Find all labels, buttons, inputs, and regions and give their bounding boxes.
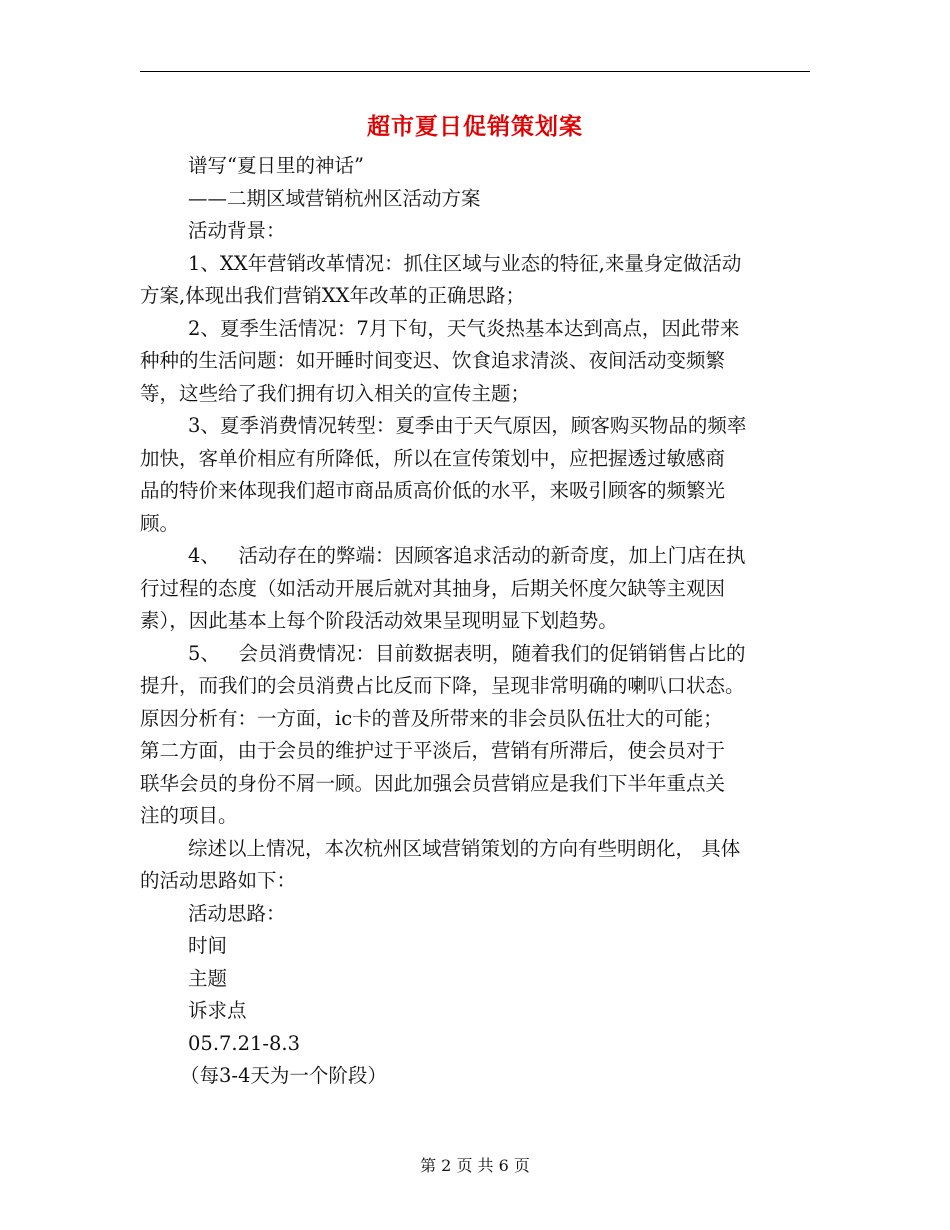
paragraph-line: 1、XX年营销改革情况：抓住区域与业态的特征,来量身定做活动 [188, 251, 742, 275]
paragraph-line: 活动背景： [188, 219, 286, 242]
paragraph-line: 等，这些给了我们拥有切入相关的宣传主题； [140, 381, 531, 405]
paragraph-line: 综述以上情况，本次杭州区域营销策划的方向有些明朗化， 具体 [188, 836, 741, 860]
paragraph-line: 行过程的态度（如活动开展后就对其抽身，后期关怀度欠缺等主观因 [140, 576, 726, 600]
paragraph-line: 提升，而我们的会员消费占比反而下降，呈现非常明确的喇叭口状态。 [140, 674, 745, 697]
paragraph-line: 顾。 [140, 511, 180, 535]
paragraph-line: 主题 [188, 966, 228, 990]
paragraph-line: 5、 会员消费情况：目前数据表明，随着我们的促销销售占比的 [188, 641, 746, 665]
document-title: 超市夏日促销策划案 [367, 113, 583, 140]
paragraph-line: 时间 [188, 934, 228, 957]
paragraph-line: 诉求点 [188, 999, 247, 1022]
paragraph-line: 品的特价来体现我们超市商品质高价低的水平，来吸引顾客的频繁光 [140, 479, 726, 502]
paragraph-line: 素），因此基本上每个阶段活动效果呈现明显下划趋势。 [140, 609, 618, 632]
paragraph-line: 4、 活动存在的弊端：因顾客追求活动的新奇度，加上门店在执 [188, 544, 746, 567]
paragraph-line: 第二方面，由于会员的维护过于平淡后，营销有所滞后，使会员对于 [140, 739, 726, 762]
paragraph-line: （每3-4天为一个阶段） [180, 1064, 387, 1087]
paragraph-line: 方案,体现出我们营销XX年改革的正确思路； [140, 284, 525, 307]
paragraph-line: 种种的生活问题：如开睡时间变迟、饮食追求清淡、夜间活动变频繁 [140, 349, 726, 372]
paragraph-line: ——二期区域营销杭州区活动方案 [188, 186, 481, 210]
paragraph-line: 加快，客单价相应有所降低，所以在宣传策划中，应把握透过敏感商 [140, 446, 726, 470]
paragraph-line: 联华会员的身份不屑一顾。因此加强会员营销应是我们下半年重点关 [140, 771, 726, 795]
paragraph-line: 2、夏季生活情况：7月下旬，天气炎热基本达到高点，因此带来 [188, 316, 740, 340]
paragraph-line: 3、夏季消费情况转型：夏季由于天气原因，顾客购买物品的频率 [188, 414, 747, 437]
paragraph-line: 的活动思路如下： [140, 869, 297, 892]
header-rule [140, 71, 810, 72]
paragraph-line: 谱写“夏日里的神话” [188, 154, 364, 177]
document-body [140, 150, 810, 1093]
paragraph-line: 活动思路： [188, 901, 286, 925]
page-footer: 第 2 页 共 6 页 [420, 1156, 530, 1175]
paragraph-line: 05.7.21-8.3 [188, 1031, 301, 1055]
paragraph-line: 原因分析有：一方面，ic卡的普及所带来的非会员队伍壮大的可能； [140, 706, 723, 730]
paragraph-line: 注的项目。 [140, 804, 238, 827]
